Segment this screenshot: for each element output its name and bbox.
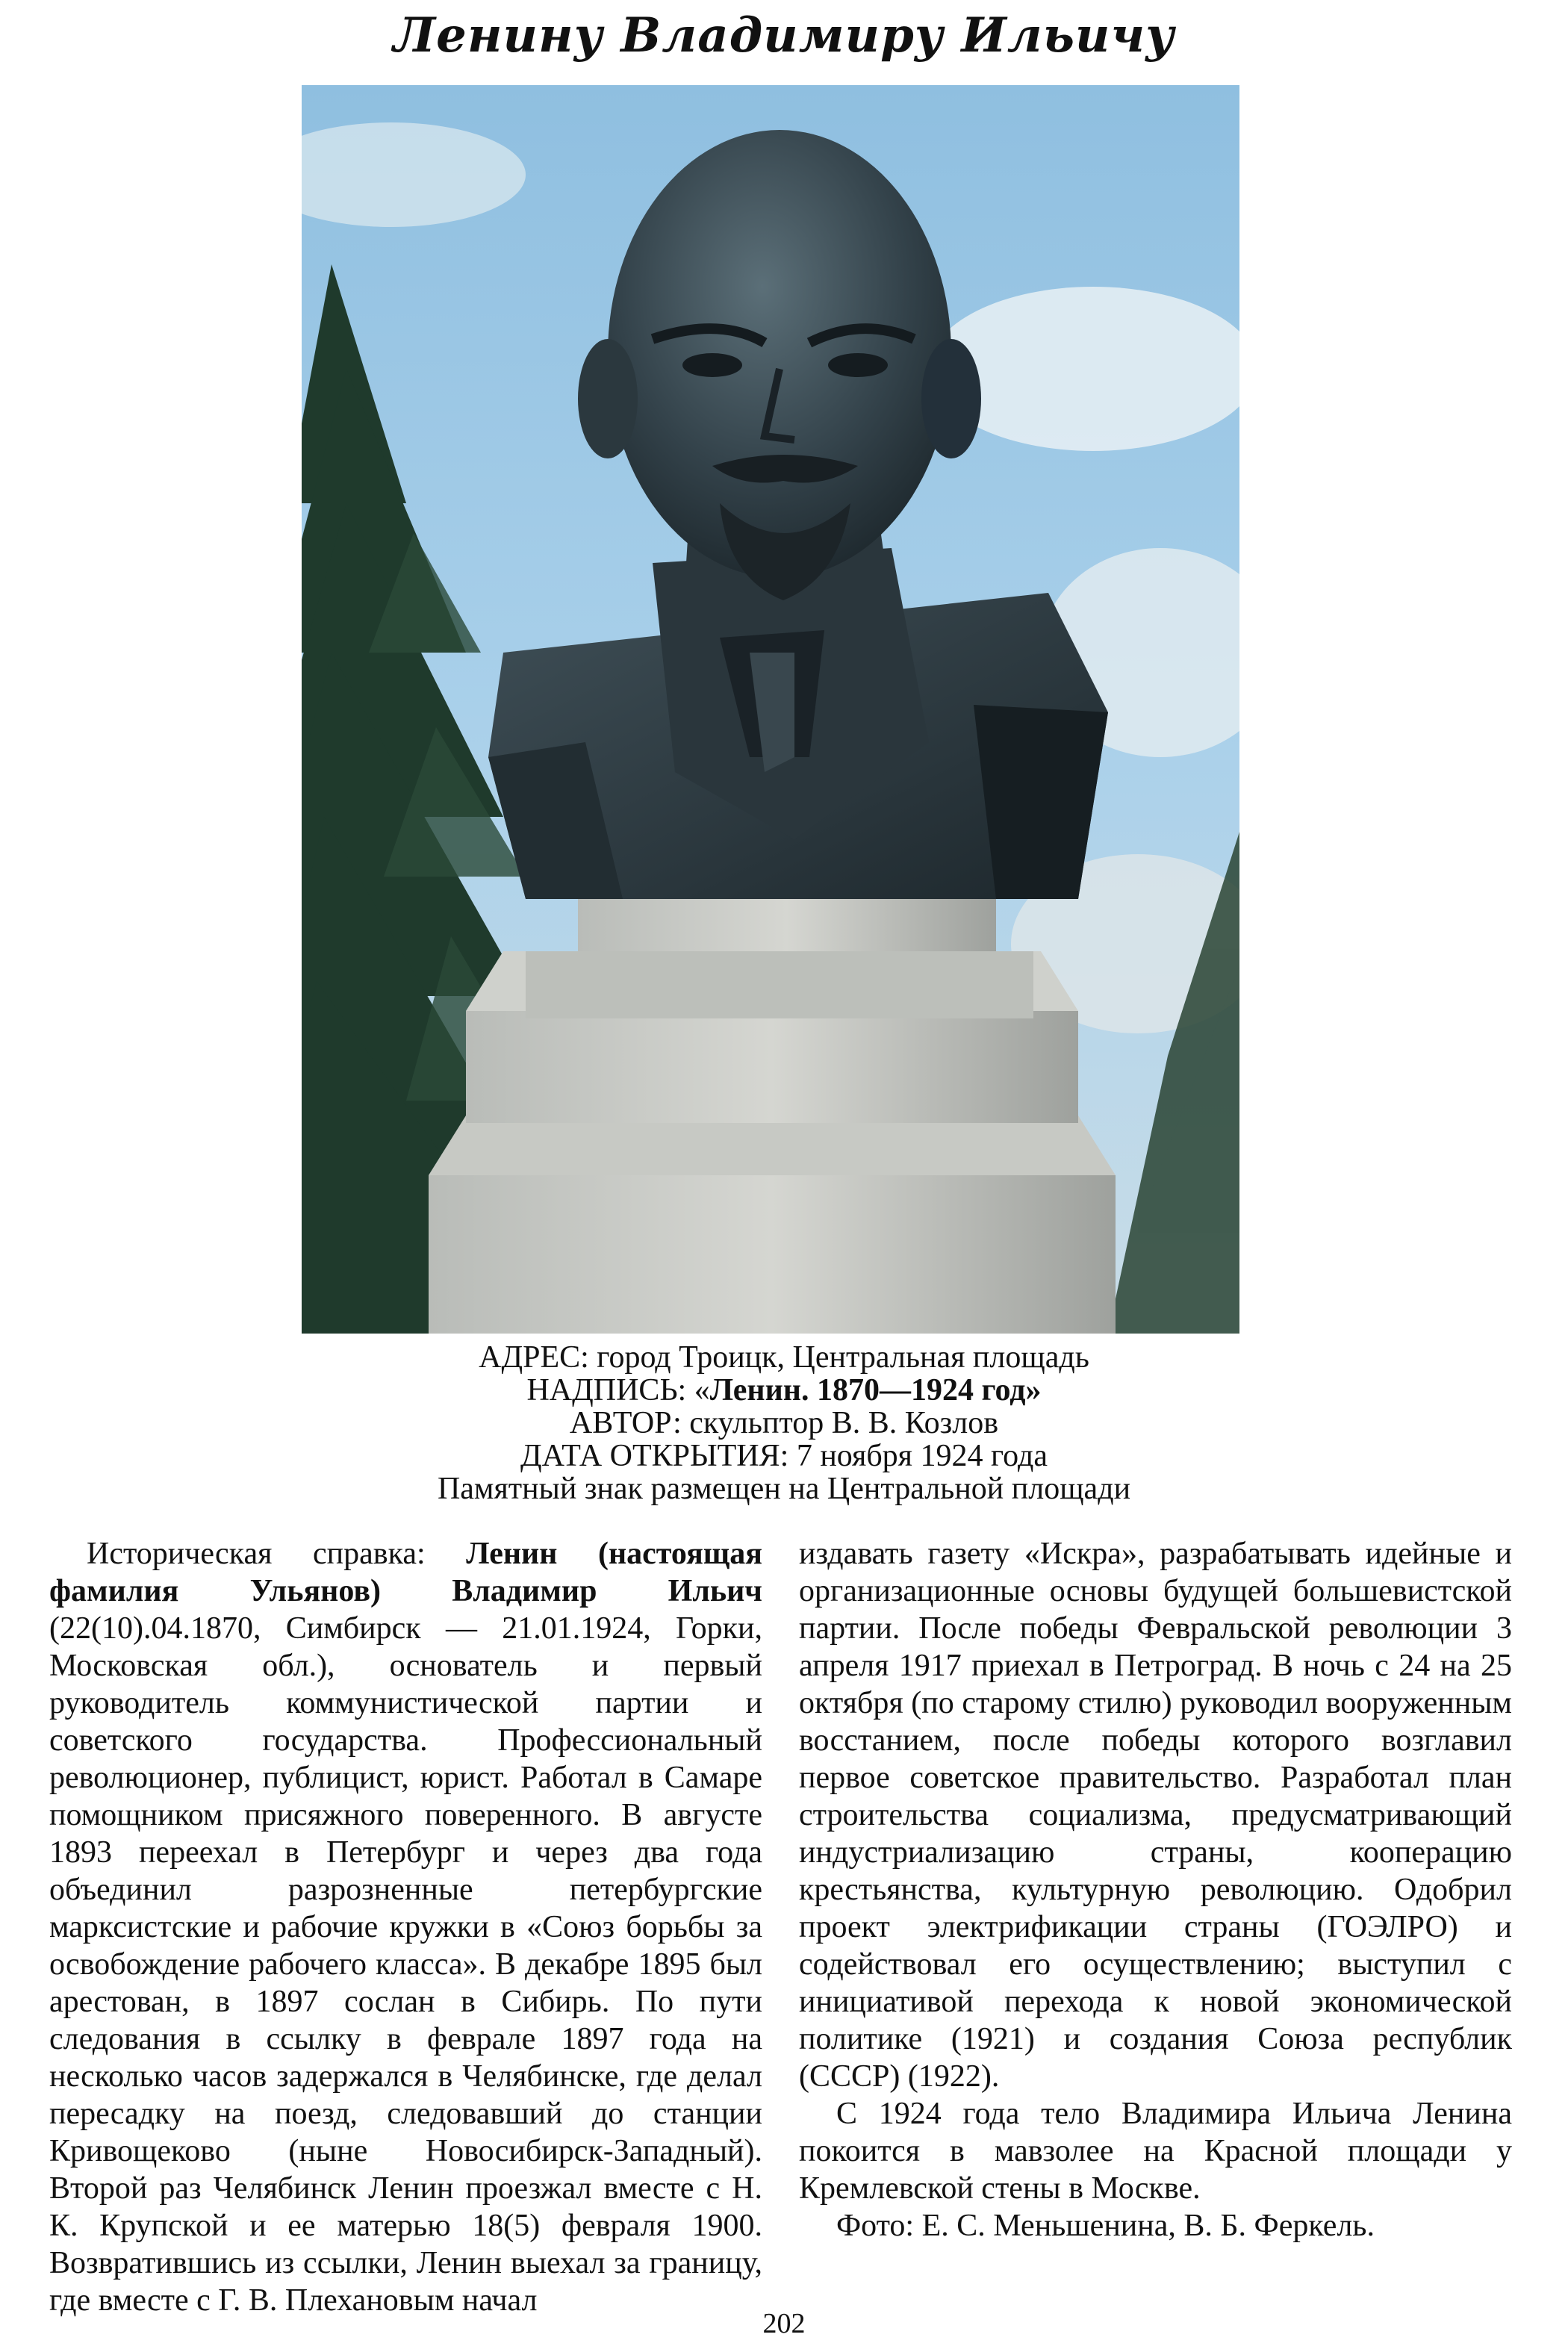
- article-paragraph-1: [49, 1535, 762, 2319]
- location-note-line: Памятный знак размещен на Центральной площади: [437, 1472, 1131, 1506]
- intro-label: Историческая справка:: [87, 1537, 467, 1571]
- page-number: 202: [762, 2308, 806, 2339]
- opening-date-line: ДАТА ОТКРЫТИЯ: 7 ноября 1924 года: [520, 1439, 1048, 1473]
- address-line: АДРЕС: город Троицк, Центральная площадь: [479, 1340, 1089, 1375]
- article-column-right: [799, 1535, 1512, 2244]
- photo-credit: Фото: Е. С. Меньшенина, В. Б. Феркель.: [836, 2209, 1375, 2243]
- monument-caption: [0, 1341, 1568, 1505]
- inscription-label: НАДПИСЬ: «: [526, 1373, 710, 1407]
- intro-bold-name: Ленин (настоящая фамилия Ульянов) Владимир Ильич: [49, 1537, 762, 1608]
- author-line: АВТОР: скульптор В. В. Козлов: [569, 1406, 999, 1440]
- inscription-line: [0, 1374, 1568, 1407]
- bust-photo-illustration: [302, 85, 1239, 1334]
- page-title: Ленину Владимиру Ильичу: [393, 7, 1175, 63]
- inscription-text: Ленин. 1870—1924 год»: [709, 1373, 1042, 1407]
- article-paragraph-1-continued: издавать газету «Искра», разрабатывать идейные и организационные основы будущей большевистской партии. После победы Февральской революции 3 апреля 1917 приехал в Петроград. В ночь с 24 на 25 октября (по старому стилю) руководил вооруженным восстанием, после победы которого возглавил первое советское правительство. Разработал план строительства социализма, предусматривающий индустриализацию страны, кооперацию крестьянства, культурную революцию. Одобрил проект электрификации страны (ГОЭЛРО) и содействовал его осуществлению; выступил с инициативой перехода к новой экономической политике (1921) и создания Союза республик (СССР) (1922).: [799, 1537, 1512, 2094]
- monument-photo: [302, 85, 1239, 1334]
- paragraph-1-text: (22(10).04.1870, Симбирск — 21.01.1924, Горки, Московская обл.), основатель и первый руководитель коммунистической партии и советского государства. Профессиональный революционер, публицист, юрист. Работал в Самаре помощником присяжного поверенного. В августе 1893 переехал в Петербург и через два года объединил разрозненные петербургские марксистские и рабочие кружки в «Союз борьбы за освобождение рабочего класса». В декабре 1895 был арестован, в 1897 сослан в Сибирь. По пути следования в ссылку в феврале 1897 года на несколько часов задержался в Челябинске, где делал пересадку на поезд, следовавший до станции Кривощеково (ныне Новосибирск-Западный). Второй раз Челябинск Ленин проезжал вместе с Н. К. Крупской и ее матерью 18(5) февраля 1900. Возвратившись из ссылки, Ленин выехал за границу, где вместе с Г. В. Плехановым начал: [49, 1611, 762, 2318]
- article-paragraph-2: С 1924 года тело Владимира Ильича Ленина покоится в мавзолее на Красной площади у Кремлевской стены в Москве.: [799, 2097, 1512, 2206]
- article-column-left: [49, 1535, 762, 2319]
